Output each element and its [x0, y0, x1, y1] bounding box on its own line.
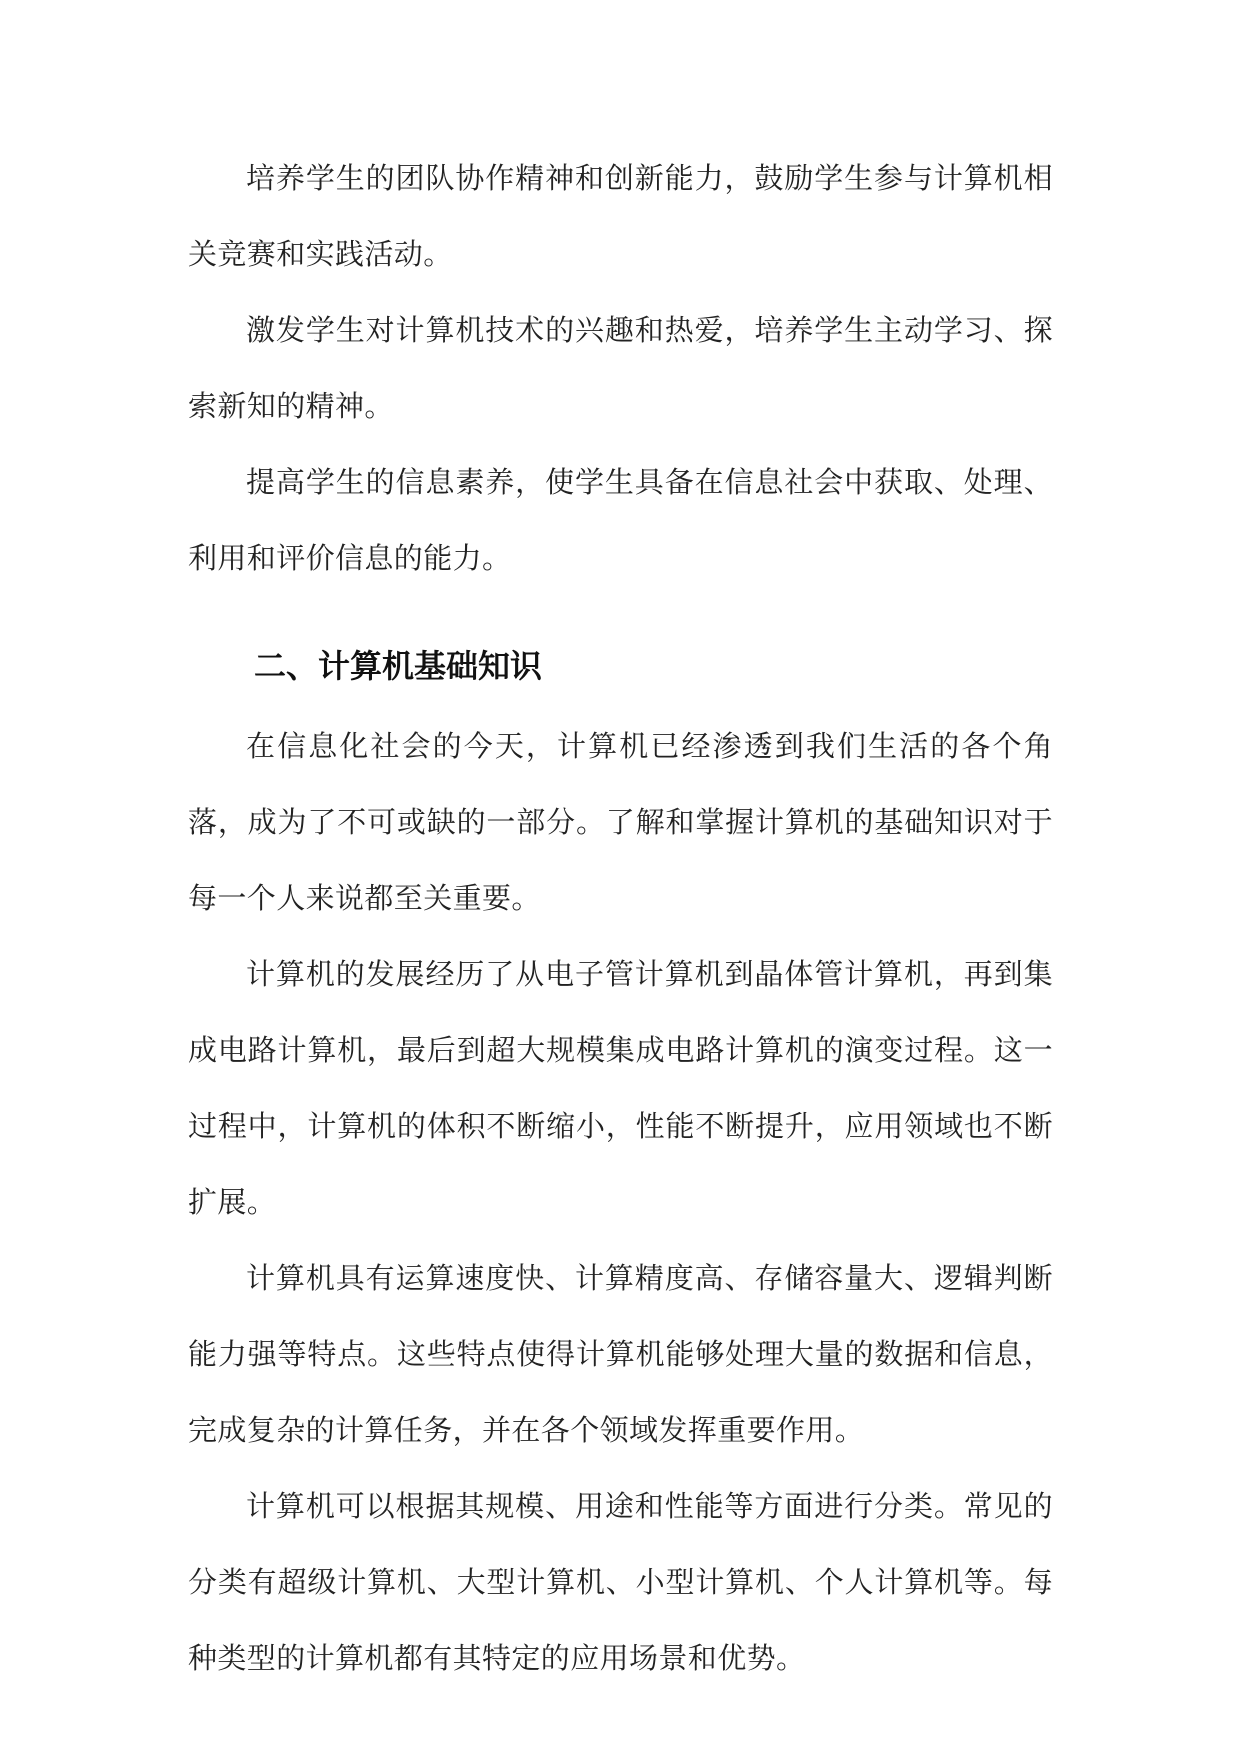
paragraph-teamwork: 培养学生的团队协作精神和创新能力，鼓励学生参与计算机相关竞赛和实践活动。 — [188, 161, 1053, 271]
section-heading: 二、计算机基础知识 — [254, 647, 543, 685]
paragraph-interest: 激发学生对计算机技术的兴趣和热爱，培养学生主动学习、探索新知的精神。 — [188, 313, 1053, 423]
document-body — [188, 140, 1053, 1696]
paragraph-information-literacy: 提高学生的信息素养，使学生具备在信息社会中获取、处理、利用和评价信息的能力。 — [188, 465, 1053, 575]
paragraph-intro: 在信息化社会的今天，计算机已经渗透到我们生活的各个角落，成为了不可或缺的一部分。了解和掌握计算机的基础知识对于每一个人来说都至关重要。 — [188, 729, 1053, 915]
paragraph-classification: 计算机可以根据其规模、用途和性能等方面进行分类。常见的分类有超级计算机、大型计算机、小型计算机、个人计算机等。每种类型的计算机都有其特定的应用场景和优势。 — [188, 1489, 1053, 1675]
paragraph-features: 计算机具有运算速度快、计算精度高、存储容量大、逻辑判断能力强等特点。这些特点使得计算机能够处理大量的数据和信息，完成复杂的计算任务，并在各个领域发挥重要作用。 — [188, 1261, 1053, 1447]
paragraph-history: 计算机的发展经历了从电子管计算机到晶体管计算机，再到集成电路计算机，最后到超大规模集成电路计算机的演变过程。这一过程中，计算机的体积不断缩小，性能不断提升，应用领域也不断扩展。 — [188, 957, 1053, 1219]
